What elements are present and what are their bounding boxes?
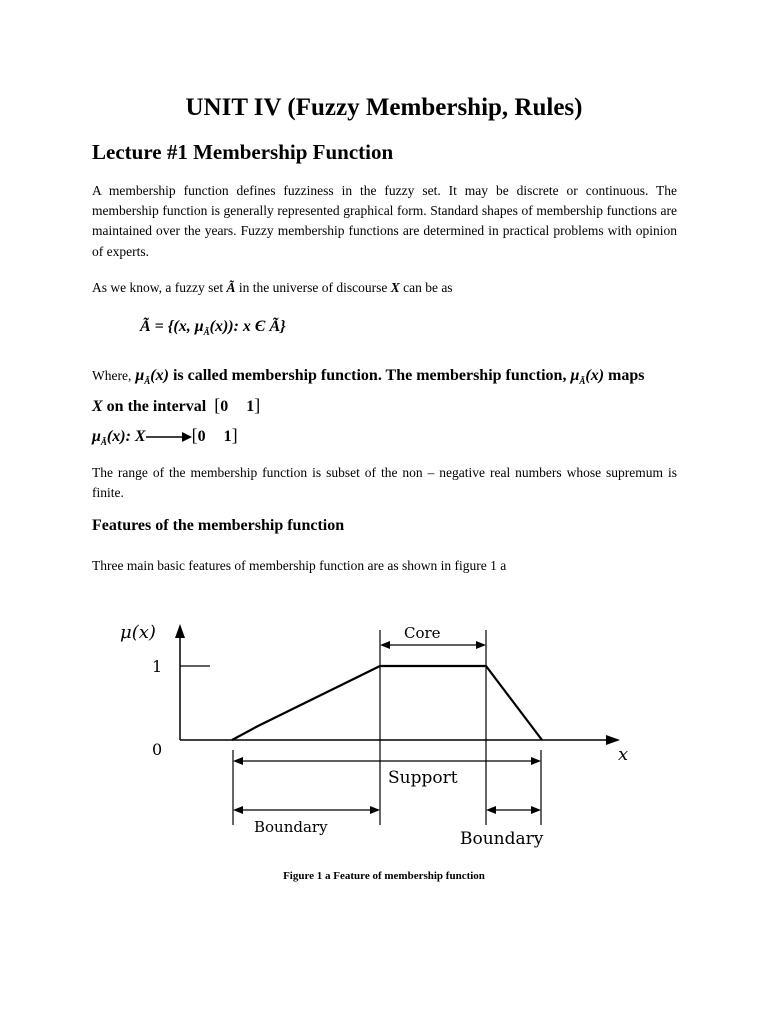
formula-lhs: Ã — [140, 318, 151, 335]
membership-curve — [232, 666, 542, 740]
features-description: Three main basic features of membership function are as shown in figure 1 a — [92, 558, 507, 573]
figure-caption: Figure 1 a Feature of membership function — [283, 870, 485, 882]
core-label: Core — [404, 624, 441, 642]
mapping-zero: 0 — [197, 428, 206, 445]
support-label: Support — [388, 768, 458, 788]
lecture-title: Lecture #1 Membership Function — [92, 140, 394, 164]
para2-universe-symbol: X — [390, 280, 400, 295]
membership-feature-figure — [0, 600, 768, 865]
y-axis-label: μ(x) — [120, 622, 156, 643]
y-axis-arrow-icon — [175, 624, 185, 638]
mapping-right-bracket: ] — [231, 425, 238, 445]
where-left-bracket: [ — [214, 395, 221, 416]
where-X: X — [92, 398, 103, 416]
boundary-left-arrow-left-icon — [233, 806, 243, 814]
boundary-right-label: Boundary — [460, 829, 544, 849]
mapping-sub: Ã — [100, 437, 107, 448]
boundary-right-arrow-right-icon — [531, 806, 541, 814]
support-arrow-left-icon — [233, 757, 243, 765]
boundary-right-arrow-left-icon — [486, 806, 496, 814]
where-word: Where, — [92, 368, 132, 383]
where-sub2: Ã — [579, 376, 586, 387]
formula-eq: = {(x, μ — [150, 318, 204, 335]
core-arrow-left-icon — [380, 641, 390, 649]
where-of-x: (x) — [150, 367, 169, 384]
fuzzy-set-sentence — [92, 278, 677, 298]
para2-set-symbol: Ã — [226, 280, 236, 295]
x-axis-label: x — [618, 744, 629, 765]
where-called: is called membership function. The membership function, — [172, 367, 567, 384]
where-zero: 0 — [220, 398, 229, 416]
mapping-rest: (x): X — [106, 428, 146, 445]
membership-definition — [92, 364, 682, 419]
where-mu: μ — [135, 367, 145, 384]
tick-zero-label: 0 — [152, 740, 163, 759]
where-of-x2: (x) — [585, 367, 605, 384]
mapping-one: 1 — [223, 428, 232, 445]
right-arrow-icon — [146, 430, 192, 444]
mapping-left-bracket: [ — [191, 425, 198, 445]
mapping-mu: μ — [92, 428, 101, 445]
intro-paragraph: A membership function defines fuzziness in the fuzzy set. It may be discrete or continuous. The membership function is generally represented graphical form. Standard shapes of membership functions are maintained over the years. Fuzzy membership functions are determined in practical problems with opinion of experts. — [92, 183, 677, 259]
core-arrow-right-icon — [476, 641, 486, 649]
where-sub: Ã — [144, 376, 151, 387]
fuzzy-set-formula — [140, 318, 286, 337]
where-interval-text: on the interval — [106, 398, 207, 416]
mapping-formula — [92, 425, 238, 447]
para2-prefix: As we know, a fuzzy set — [92, 280, 224, 295]
features-heading: Features of the membership function — [92, 517, 345, 534]
support-arrow-right-icon — [531, 757, 541, 765]
boundary-left-label: Boundary — [254, 818, 328, 836]
where-maps: maps — [608, 367, 645, 384]
where-right-bracket: ] — [254, 395, 261, 416]
formula-sub: Ã — [203, 327, 210, 338]
formula-rhs: (x)): x Є Ã} — [209, 318, 286, 335]
para2-suffix: can be as — [403, 280, 453, 295]
unit-title: UNIT IV (Fuzzy Membership, Rules) — [185, 94, 583, 121]
para2-middle: in the universe of discourse — [238, 280, 388, 295]
range-paragraph: The range of the membership function is subset of the non – negative real numbers whose supremum is finite. — [92, 465, 677, 501]
where-mu2: μ — [570, 367, 580, 384]
where-one: 1 — [246, 398, 255, 416]
boundary-left-arrow-right-icon — [370, 806, 380, 814]
tick-one-label: 1 — [152, 657, 163, 676]
